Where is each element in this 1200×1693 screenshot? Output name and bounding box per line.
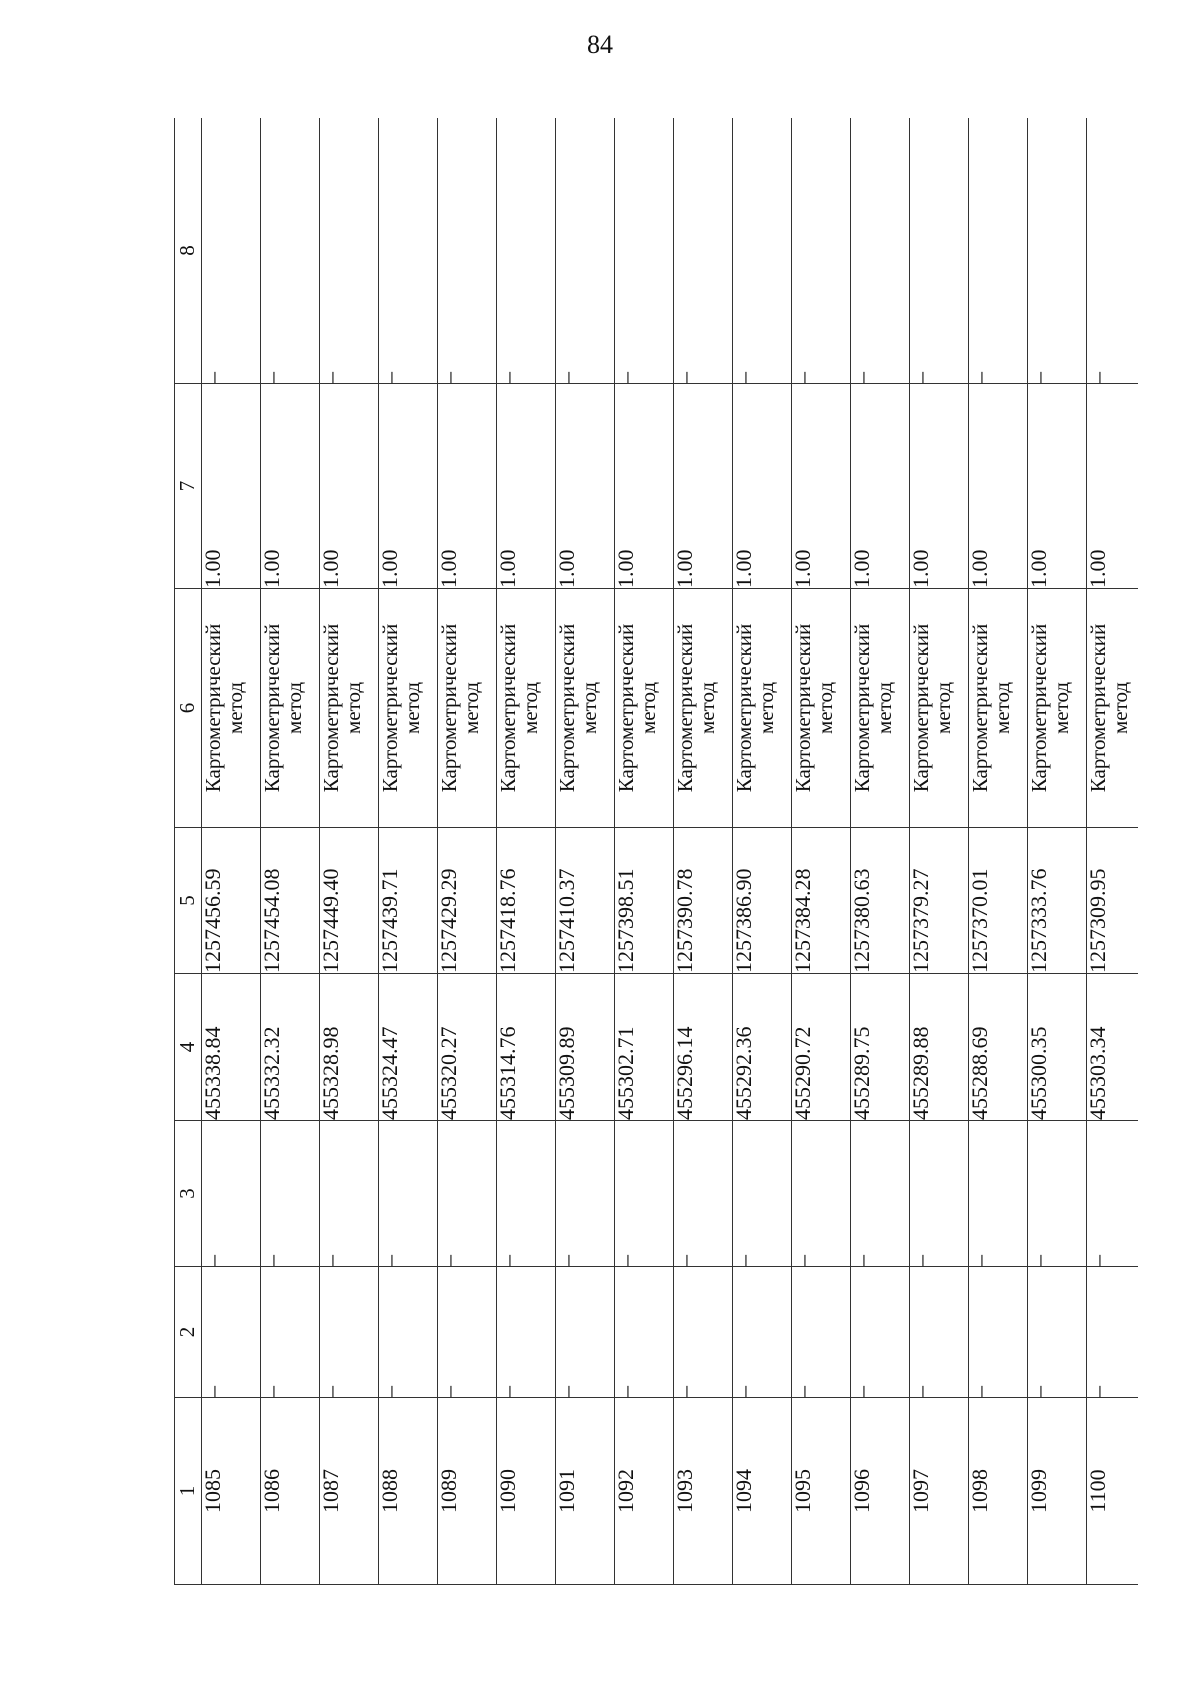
method-line-2: метод	[872, 681, 896, 735]
x-coordinate-cell: 455309.89	[556, 974, 615, 1121]
column-header: 1	[175, 1398, 202, 1585]
column-8-cell: –	[556, 118, 615, 384]
accuracy-cell: 1.00	[851, 384, 910, 589]
method-line-1: Картометрический	[673, 623, 697, 793]
table-row	[969, 118, 1028, 1585]
column-2-cell: –	[261, 1267, 320, 1398]
point-number-cell: 1089	[438, 1398, 497, 1585]
method-line-2: метод	[400, 681, 424, 735]
method-line-2: метод	[282, 681, 306, 735]
y-coordinate-cell: 1257370.01	[969, 828, 1028, 974]
point-number-cell: 1094	[733, 1398, 792, 1585]
x-coordinate-cell: 455314.76	[497, 974, 556, 1121]
column-3-cell: –	[497, 1121, 556, 1267]
method-line-2: метод	[518, 681, 542, 735]
accuracy-cell: 1.00	[792, 384, 851, 589]
x-coordinate-cell: 455332.32	[261, 974, 320, 1121]
table-row	[674, 118, 733, 1585]
accuracy-cell: 1.00	[320, 384, 379, 589]
method-line-1: Картометрический	[496, 623, 520, 793]
y-coordinate-cell: 1257384.28	[792, 828, 851, 974]
method-line-1: Картометрический	[201, 623, 225, 793]
method-cell	[1087, 589, 1139, 828]
table-row	[379, 118, 438, 1585]
column-3-cell: –	[969, 1121, 1028, 1267]
column-8-cell: –	[497, 118, 556, 384]
point-number-cell: 1100	[1087, 1398, 1139, 1585]
y-coordinate-cell: 1257390.78	[674, 828, 733, 974]
accuracy-cell: 1.00	[1087, 384, 1139, 589]
method-line-2: метод	[636, 681, 660, 735]
method-line-1: Картометрический	[437, 623, 461, 793]
table-row	[497, 118, 556, 1585]
y-coordinate-cell: 1257380.63	[851, 828, 910, 974]
point-number-cell: 1097	[910, 1398, 969, 1585]
point-number-cell: 1085	[202, 1398, 261, 1585]
point-number-cell: 1095	[792, 1398, 851, 1585]
column-3-cell: –	[733, 1121, 792, 1267]
method-line-2: метод	[695, 681, 719, 735]
column-8-cell: –	[615, 118, 674, 384]
column-header: 4	[175, 974, 202, 1121]
column-8-cell: –	[969, 118, 1028, 384]
column-3-cell: –	[792, 1121, 851, 1267]
accuracy-cell: 1.00	[379, 384, 438, 589]
y-coordinate-cell: 1257398.51	[615, 828, 674, 974]
y-coordinate-cell: 1257454.08	[261, 828, 320, 974]
column-2-cell: –	[615, 1267, 674, 1398]
x-coordinate-cell: 455289.88	[910, 974, 969, 1121]
method-cell	[379, 589, 438, 828]
table-row	[733, 118, 792, 1585]
method-cell	[674, 589, 733, 828]
column-3-cell: –	[1028, 1121, 1087, 1267]
table-row	[320, 118, 379, 1585]
column-8-cell: –	[910, 118, 969, 384]
method-line-2: метод	[223, 681, 247, 735]
accuracy-cell: 1.00	[497, 384, 556, 589]
point-number-cell: 1088	[379, 1398, 438, 1585]
table-row	[261, 118, 320, 1585]
point-number-cell: 1087	[320, 1398, 379, 1585]
column-2-cell: –	[438, 1267, 497, 1398]
column-3-cell: –	[910, 1121, 969, 1267]
table-row	[910, 118, 969, 1585]
coordinates-table	[174, 118, 1138, 1585]
column-8-cell: –	[261, 118, 320, 384]
y-coordinate-cell: 1257410.37	[556, 828, 615, 974]
column-2-cell: –	[556, 1267, 615, 1398]
method-cell	[261, 589, 320, 828]
method-cell	[438, 589, 497, 828]
y-coordinate-cell: 1257449.40	[320, 828, 379, 974]
method-line-1: Картометрический	[1086, 623, 1110, 793]
y-coordinate-cell: 1257439.71	[379, 828, 438, 974]
x-coordinate-cell: 455324.47	[379, 974, 438, 1121]
y-coordinate-cell: 1257333.76	[1028, 828, 1087, 974]
column-3-cell: –	[202, 1121, 261, 1267]
column-2-cell: –	[910, 1267, 969, 1398]
column-2-cell: –	[792, 1267, 851, 1398]
y-coordinate-cell: 1257386.90	[733, 828, 792, 974]
accuracy-cell: 1.00	[438, 384, 497, 589]
method-cell	[320, 589, 379, 828]
table-row	[556, 118, 615, 1585]
x-coordinate-cell: 455320.27	[438, 974, 497, 1121]
table-frame	[174, 118, 1138, 1585]
method-cell	[969, 589, 1028, 828]
point-number-cell: 1093	[674, 1398, 733, 1585]
column-2-cell: –	[851, 1267, 910, 1398]
point-number-cell: 1092	[615, 1398, 674, 1585]
column-header: 3	[175, 1121, 202, 1267]
column-2-cell: –	[969, 1267, 1028, 1398]
column-header: 5	[175, 828, 202, 974]
column-header: 6	[175, 589, 202, 828]
column-header: 2	[175, 1267, 202, 1398]
column-3-cell: –	[1087, 1121, 1139, 1267]
method-cell	[1028, 589, 1087, 828]
method-cell	[202, 589, 261, 828]
point-number-cell: 1099	[1028, 1398, 1087, 1585]
method-cell	[851, 589, 910, 828]
table-row	[1028, 118, 1087, 1585]
column-8-cell: –	[1087, 118, 1139, 384]
x-coordinate-cell: 455338.84	[202, 974, 261, 1121]
accuracy-cell: 1.00	[674, 384, 733, 589]
column-header: 7	[175, 384, 202, 589]
column-2-cell: –	[733, 1267, 792, 1398]
table-viewport	[174, 118, 1138, 1585]
column-8-cell: –	[733, 118, 792, 384]
method-cell	[497, 589, 556, 828]
method-line-2: метод	[931, 681, 955, 735]
y-coordinate-cell: 1257429.29	[438, 828, 497, 974]
column-3-cell: –	[674, 1121, 733, 1267]
method-cell	[792, 589, 851, 828]
method-line-2: метод	[577, 681, 601, 735]
x-coordinate-cell: 455292.36	[733, 974, 792, 1121]
x-coordinate-cell: 455290.72	[792, 974, 851, 1121]
method-line-2: метод	[990, 681, 1014, 735]
column-8-cell: –	[851, 118, 910, 384]
column-3-cell: –	[261, 1121, 320, 1267]
point-number-cell: 1090	[497, 1398, 556, 1585]
table-row	[1087, 118, 1139, 1585]
column-3-cell: –	[320, 1121, 379, 1267]
method-cell	[733, 589, 792, 828]
table-row	[851, 118, 910, 1585]
column-3-cell: –	[851, 1121, 910, 1267]
column-8-cell: –	[202, 118, 261, 384]
column-8-cell: –	[792, 118, 851, 384]
table-row	[202, 118, 261, 1585]
method-line-2: метод	[813, 681, 837, 735]
column-3-cell: –	[379, 1121, 438, 1267]
method-line-2: метод	[341, 681, 365, 735]
y-coordinate-cell: 1257309.95	[1087, 828, 1139, 974]
accuracy-cell: 1.00	[261, 384, 320, 589]
method-line-2: метод	[1108, 681, 1132, 735]
method-line-1: Картометрический	[319, 623, 343, 793]
method-line-1: Картометрический	[732, 623, 756, 793]
method-line-1: Картометрический	[1027, 623, 1051, 793]
method-line-1: Картометрический	[260, 623, 284, 793]
method-line-1: Картометрический	[791, 623, 815, 793]
table-row	[792, 118, 851, 1585]
x-coordinate-cell: 455328.98	[320, 974, 379, 1121]
x-coordinate-cell: 455303.34	[1087, 974, 1139, 1121]
column-3-cell: –	[438, 1121, 497, 1267]
column-2-cell: –	[202, 1267, 261, 1398]
y-coordinate-cell: 1257418.76	[497, 828, 556, 974]
method-line-1: Картометрический	[378, 623, 402, 793]
point-number-cell: 1098	[969, 1398, 1028, 1585]
column-8-cell: –	[438, 118, 497, 384]
method-line-2: метод	[1049, 681, 1073, 735]
accuracy-cell: 1.00	[202, 384, 261, 589]
column-header: 8	[175, 118, 202, 384]
column-2-cell: –	[1087, 1267, 1139, 1398]
column-3-cell: –	[615, 1121, 674, 1267]
table-row	[438, 118, 497, 1585]
column-8-cell: –	[1028, 118, 1087, 384]
column-2-cell: –	[320, 1267, 379, 1398]
table-row	[615, 118, 674, 1585]
column-2-cell: –	[1028, 1267, 1087, 1398]
header-row	[175, 118, 202, 1585]
method-line-1: Картометрический	[850, 623, 874, 793]
page-number: 84	[587, 30, 613, 59]
x-coordinate-cell: 455296.14	[674, 974, 733, 1121]
x-coordinate-cell: 455289.75	[851, 974, 910, 1121]
method-cell	[556, 589, 615, 828]
x-coordinate-cell: 455300.35	[1028, 974, 1087, 1121]
method-cell	[910, 589, 969, 828]
accuracy-cell: 1.00	[969, 384, 1028, 589]
accuracy-cell: 1.00	[1028, 384, 1087, 589]
table-body	[202, 118, 1139, 1585]
method-line-1: Картометрический	[555, 623, 579, 793]
accuracy-cell: 1.00	[910, 384, 969, 589]
column-2-cell: –	[674, 1267, 733, 1398]
column-2-cell: –	[497, 1267, 556, 1398]
y-coordinate-cell: 1257379.27	[910, 828, 969, 974]
y-coordinate-cell: 1257456.59	[202, 828, 261, 974]
point-number-cell: 1096	[851, 1398, 910, 1585]
column-2-cell: –	[379, 1267, 438, 1398]
accuracy-cell: 1.00	[733, 384, 792, 589]
accuracy-cell: 1.00	[556, 384, 615, 589]
method-line-2: метод	[459, 681, 483, 735]
point-number-cell: 1086	[261, 1398, 320, 1585]
method-line-1: Картометрический	[614, 623, 638, 793]
method-line-2: метод	[754, 681, 778, 735]
x-coordinate-cell: 455302.71	[615, 974, 674, 1121]
column-8-cell: –	[379, 118, 438, 384]
column-8-cell: –	[674, 118, 733, 384]
point-number-cell: 1091	[556, 1398, 615, 1585]
method-line-1: Картометрический	[968, 623, 992, 793]
method-line-1: Картометрический	[909, 623, 933, 793]
column-3-cell: –	[556, 1121, 615, 1267]
method-cell	[615, 589, 674, 828]
column-8-cell: –	[320, 118, 379, 384]
x-coordinate-cell: 455288.69	[969, 974, 1028, 1121]
accuracy-cell: 1.00	[615, 384, 674, 589]
